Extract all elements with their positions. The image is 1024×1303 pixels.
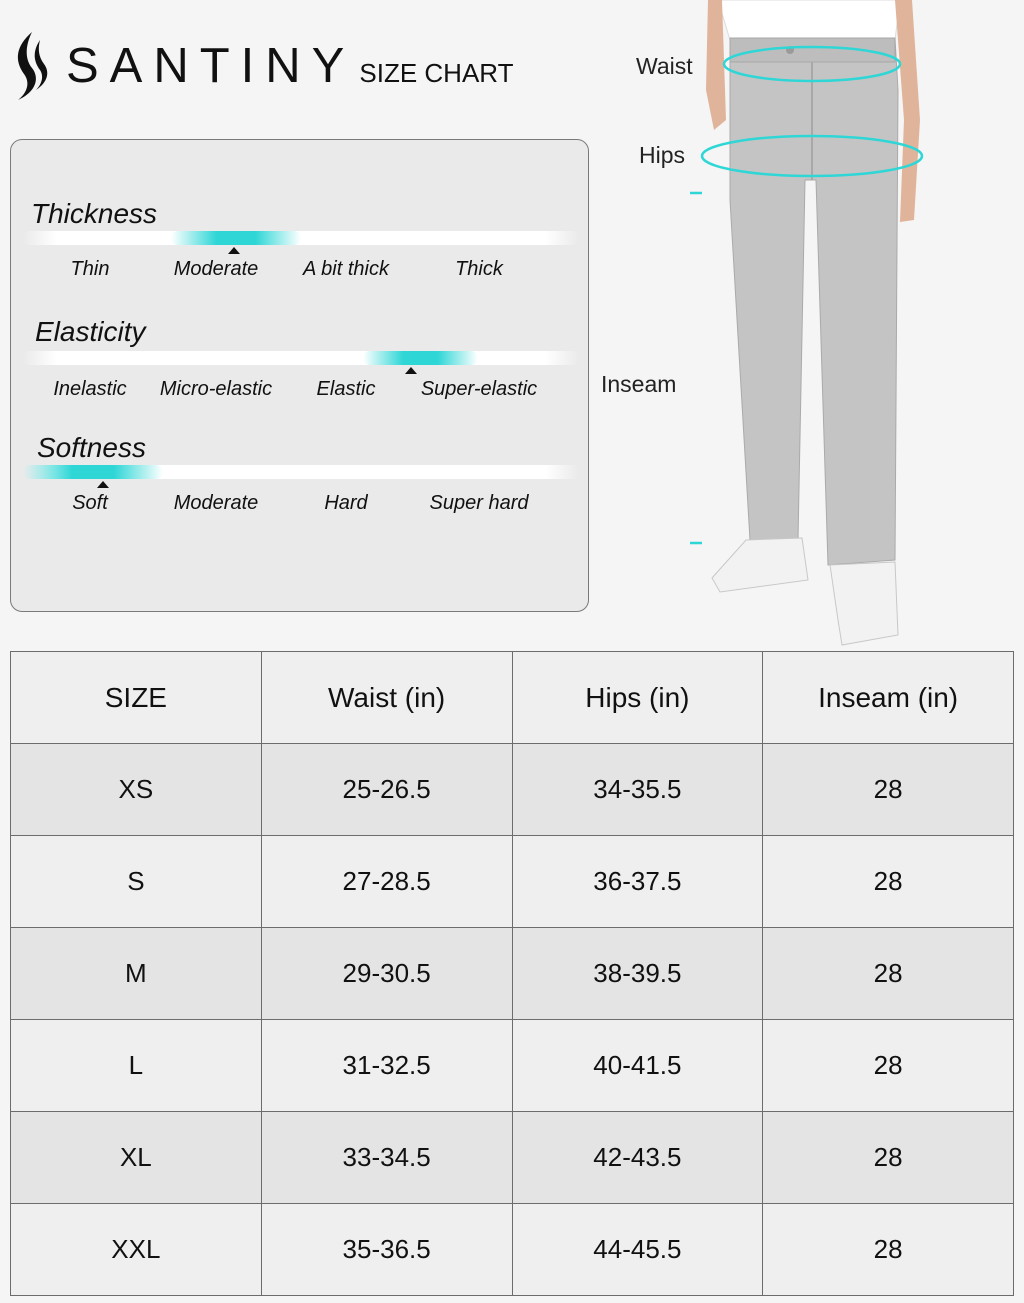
elasticity-scale-track [23,351,579,365]
size-cell: S [11,836,262,928]
thickness-option-thick: Thick [455,258,503,280]
waist-cell: 31-32.5 [261,1020,512,1112]
thickness-scale-track [23,231,579,245]
waist-cell: 25-26.5 [261,744,512,836]
softness-option-super-hard: Super hard [429,492,529,514]
header-inseam: Inseam (in) [763,652,1014,744]
size-cell: XXL [11,1204,262,1296]
fabric-attributes-panel [10,139,589,612]
softness-option-moderate: Moderate [173,492,259,514]
hips-cell: 36-37.5 [512,836,763,928]
softness-option-hard: Hard [324,492,368,514]
inseam-cell: 28 [763,928,1014,1020]
hips-cell: 44-45.5 [512,1204,763,1296]
table-row [11,928,1014,1020]
size-cell: M [11,928,262,1020]
table-row [11,744,1014,836]
hips-cell: 40-41.5 [512,1020,763,1112]
elasticity-option-super-elastic: Super-elastic [420,378,538,400]
chart-subtitle: SIZE CHART [359,57,514,88]
flame-swirl-logo-icon [10,30,50,102]
hips-cell: 34-35.5 [512,744,763,836]
pants-model-illustration [690,0,940,650]
inseam-cell: 28 [763,744,1014,836]
header-size: SIZE [11,652,262,744]
brand-name: SANTINY [66,39,356,93]
softness-title: Softness [37,432,146,463]
table-header-row [11,652,1014,744]
softness-pointer-icon [97,481,109,488]
inseam-cell: 28 [763,1112,1014,1204]
waist-cell: 27-28.5 [261,836,512,928]
inseam-cell: 28 [763,1020,1014,1112]
table-row [11,1020,1014,1112]
size-chart-table [10,651,1014,1296]
header-waist: Waist (in) [261,652,512,744]
elasticity-option-elastic: Elastic [316,378,376,400]
thickness-title: Thickness [31,198,158,229]
waist-measure-label: Waist [636,53,693,79]
elasticity-title: Elasticity [35,316,146,347]
table-row [11,836,1014,928]
elasticity-level-highlight [363,351,478,365]
size-cell: L [11,1020,262,1112]
size-cell: XS [11,744,262,836]
softness-option-soft: Soft [72,492,108,514]
thickness-option-a-bit-thick: A bit thick [303,258,389,280]
hips-measure-label: Hips [639,142,686,168]
inseam-cell: 28 [763,1204,1014,1296]
size-cell: XL [11,1112,262,1204]
hips-cell: 42-43.5 [512,1112,763,1204]
inseam-cell: 28 [763,836,1014,928]
brand-header [10,30,513,102]
table-row [11,1112,1014,1204]
thickness-pointer-icon [228,247,240,254]
header-hips: Hips (in) [512,652,763,744]
inseam-measure-label: Inseam [601,371,677,397]
thickness-option-moderate: Moderate [173,258,259,280]
waist-cell: 33-34.5 [261,1112,512,1204]
table-row [11,1204,1014,1296]
thickness-option-thin: Thin [70,258,110,280]
waist-cell: 35-36.5 [261,1204,512,1296]
thickness-level-highlight [171,231,301,245]
softness-level-highlight [23,465,163,479]
waist-cell: 29-30.5 [261,928,512,1020]
elasticity-option-inelastic: Inelastic [53,378,127,400]
hips-cell: 38-39.5 [512,928,763,1020]
elasticity-pointer-icon [405,367,417,374]
softness-scale-track [23,465,579,479]
elasticity-option-micro-elastic: Micro-elastic [159,378,273,400]
